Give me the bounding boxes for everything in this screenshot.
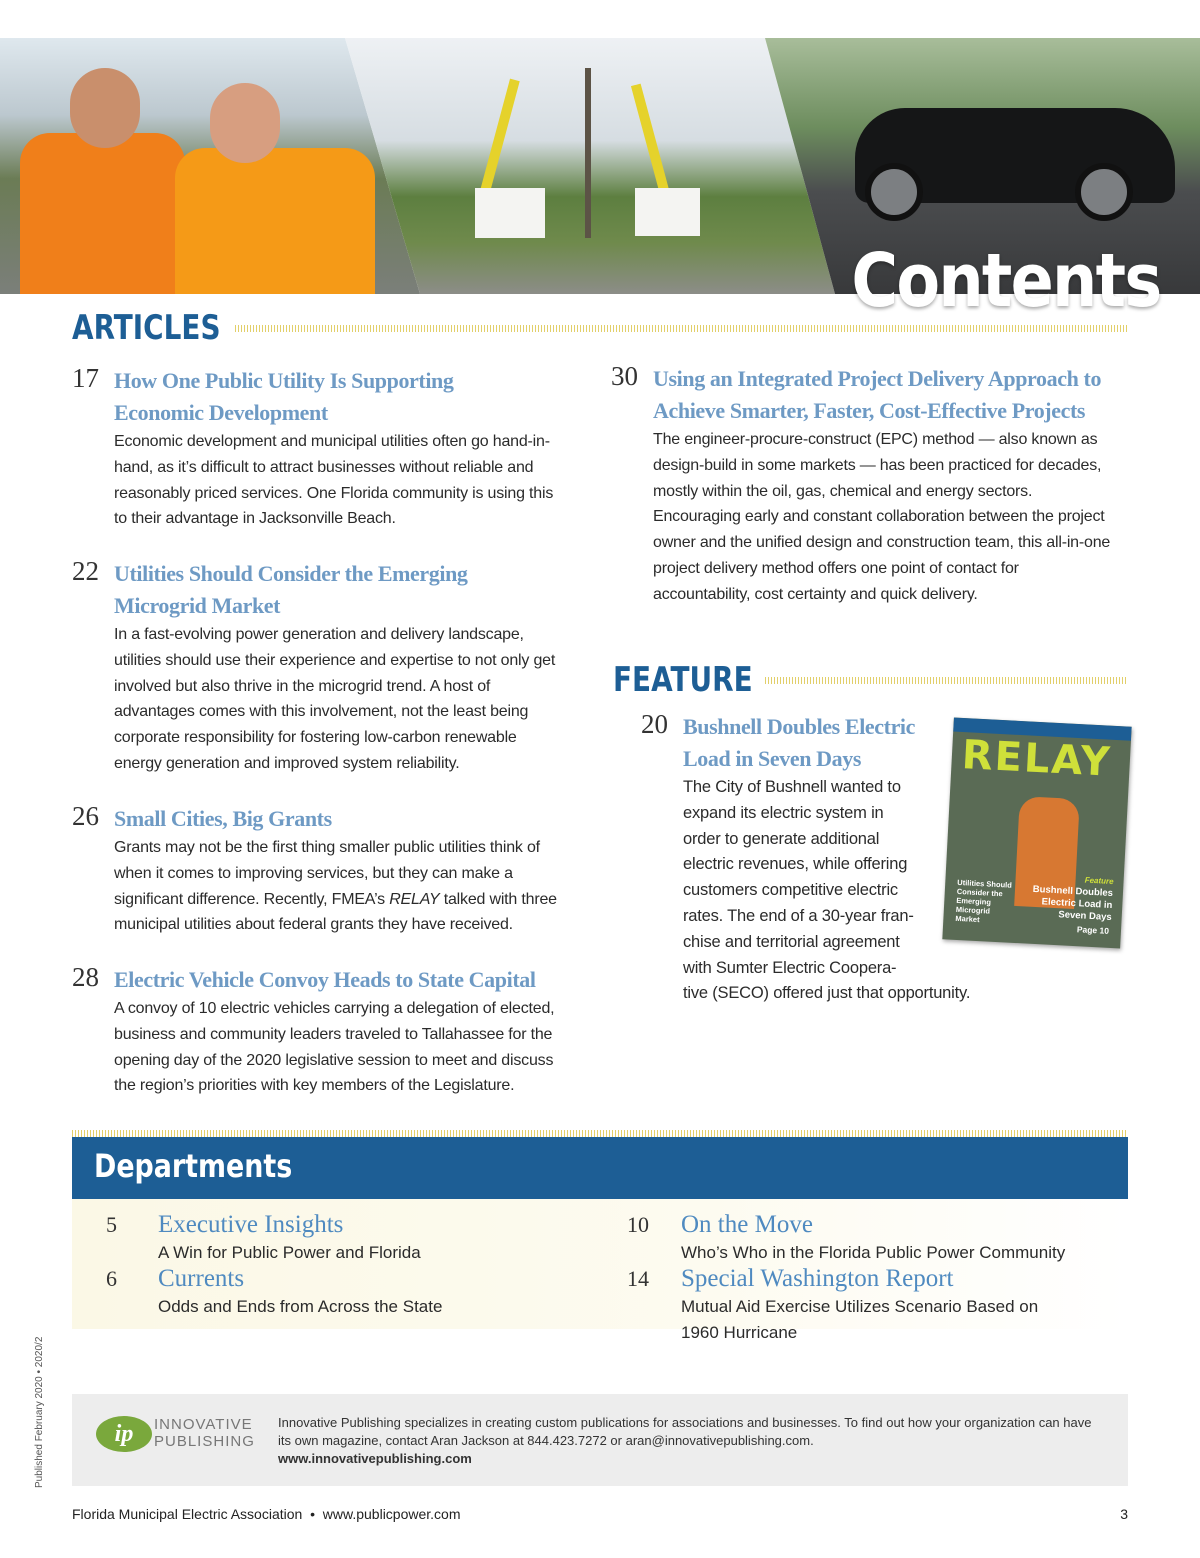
department-description: A Win for Public Power and Florida bbox=[158, 1243, 421, 1262]
logo-text-line: INNOVATIVE bbox=[154, 1416, 253, 1433]
publisher-website-link[interactable]: www.innovativepublishing.com bbox=[278, 1451, 472, 1466]
photo-person-head bbox=[210, 83, 280, 163]
feature-heading bbox=[613, 660, 1128, 700]
article-page-number: 26 bbox=[72, 801, 99, 831]
article-page-number: 17 bbox=[72, 363, 99, 393]
publisher-blurb-text: Innovative Publishing specializes in creating custom publications for associations and businesses. To find out how your organization can have its own magazine, contact Aran Jackson at 844.423.7272 or aran@innovativepublishing.com. bbox=[278, 1415, 1092, 1448]
photo-wheel bbox=[865, 163, 923, 221]
article-title-line: Using an Integrated Project Delivery Approach to bbox=[653, 366, 1102, 391]
photo-truck bbox=[475, 188, 545, 238]
article-description: A convoy of 10 electric vehicles carrying a delegation of elected, business and community leaders traveled to Tallahassee for the opening day of the 2020 legislative session to meet and discuss the region’s priorities with key members of the Legislature. bbox=[114, 1000, 555, 1095]
photo-person-head bbox=[70, 68, 140, 148]
article-page-number: 28 bbox=[72, 962, 99, 992]
article-title[interactable] bbox=[114, 365, 566, 429]
article-entry[interactable] bbox=[611, 361, 1113, 608]
published-date-note: Published February 2020 • 2020/2 bbox=[34, 1336, 45, 1488]
article-entry[interactable] bbox=[72, 801, 566, 938]
article-description: In a fast-evolving power generation and delivery landscape, utilities should use their experience and expertise to not only get involved but also thrive in the microgrid trend. A host of advantages comes with this involvement, not the least being corporate responsibility for fostering low-carbon renewable energy generation and improved system reliability. bbox=[114, 626, 556, 772]
header-photo-strip bbox=[0, 38, 1200, 324]
feature-description-line: The City of Bushnell wanted to bbox=[683, 778, 901, 796]
dotted-rule bbox=[235, 325, 1128, 332]
photo-person-orange-shirt bbox=[175, 148, 375, 294]
article-title[interactable] bbox=[653, 363, 1113, 427]
department-title[interactable]: On the Move bbox=[681, 1211, 813, 1238]
dotted-rule bbox=[72, 1130, 1128, 1137]
article-title-line: Microgrid Market bbox=[114, 593, 281, 618]
feature-description-line: with Sumter Electric Coopera- bbox=[683, 958, 897, 977]
department-title[interactable]: Executive Insights bbox=[158, 1211, 344, 1238]
department-page-number: 5 bbox=[106, 1212, 117, 1237]
feature-description-line: order to generate additional bbox=[683, 829, 880, 848]
innovative-publishing-logo-mark: ip bbox=[96, 1416, 152, 1452]
department-title[interactable]: Special Washington Report bbox=[681, 1265, 954, 1292]
photo-utility-pole bbox=[585, 68, 591, 238]
department-page-number: 6 bbox=[106, 1266, 117, 1291]
photo-truck bbox=[635, 188, 700, 236]
cover-logo: RELAY bbox=[960, 731, 1113, 786]
department-entry[interactable] bbox=[627, 1210, 1111, 1266]
feature-page-number: 20 bbox=[641, 709, 668, 739]
article-page-number: 30 bbox=[611, 361, 638, 391]
article-entry[interactable] bbox=[72, 962, 570, 1099]
photo-wheel bbox=[1075, 163, 1133, 221]
photo-boom bbox=[631, 84, 669, 193]
article-entry[interactable] bbox=[72, 556, 566, 777]
feature-description-line: rates. The end of a 30-year fran- bbox=[683, 906, 914, 925]
feature-description-line: chise and territorial agreement bbox=[683, 932, 900, 951]
article-title-line: How One Public Utility Is Supporting bbox=[114, 368, 454, 393]
article-title[interactable]: Electric Vehicle Convoy Heads to State Capital bbox=[114, 967, 536, 992]
article-description-text: Grants may not be the first thing smaller public utilities think of when it comes to improving services, but they can make a significant difference. Recently, FMEA’s bbox=[114, 839, 540, 908]
publisher-blurb bbox=[278, 1414, 1108, 1468]
article-description-text: talked with three municipal utilities about federal grants they have received. bbox=[114, 890, 557, 934]
article-description: Economic development and municipal utilities often go hand-in-hand, as it’s difficult to attract businesses without reliable and reasonably priced services. One Florida community is using this to their advantage in Jacksonville Beach. bbox=[114, 433, 554, 528]
article-title-line: Achieve Smarter, Faster, Cost-Effective Projects bbox=[653, 398, 1086, 423]
cover-side-headline: Utilities Should Consider the Emerging Microgrid Market bbox=[955, 877, 1013, 925]
publication-name: RELAY bbox=[389, 890, 440, 908]
department-description: Odds and Ends from Across the State bbox=[158, 1297, 443, 1316]
article-entry[interactable] bbox=[72, 363, 566, 532]
department-title[interactable]: Currents bbox=[158, 1265, 245, 1292]
article-title[interactable] bbox=[114, 558, 566, 622]
article-title-line: Economic Development bbox=[114, 400, 328, 425]
feature-heading-label: FEATURE bbox=[613, 660, 753, 700]
department-description: Mutual Aid Exercise Utilizes Scenario Based on bbox=[681, 1297, 1039, 1316]
feature-title-line: Load in Seven Days bbox=[683, 746, 862, 771]
photo-bucket-trucks bbox=[345, 38, 850, 294]
departments-heading: Departments bbox=[94, 1147, 293, 1185]
footer-publication-info: Florida Municipal Electric Association • www.publicpower.com bbox=[72, 1506, 461, 1522]
department-entry[interactable] bbox=[627, 1264, 1111, 1346]
cover-page-ref: Page 10 bbox=[1076, 924, 1110, 936]
article-page-number: 22 bbox=[72, 556, 99, 586]
department-page-number: 14 bbox=[627, 1266, 649, 1291]
article-title-line: Utilities Should Consider the Emerging bbox=[114, 561, 468, 586]
cover-feature-tag: Feature bbox=[1084, 875, 1114, 887]
department-entry[interactable] bbox=[106, 1264, 578, 1320]
publisher-box bbox=[72, 1394, 1128, 1486]
innovative-publishing-logo-text bbox=[154, 1416, 255, 1450]
page-number: 3 bbox=[1120, 1506, 1128, 1522]
photo-boom bbox=[480, 79, 519, 193]
departments-header-bar bbox=[72, 1137, 1128, 1199]
feature-description-line: expand its electric system in bbox=[683, 803, 884, 822]
department-entry[interactable] bbox=[106, 1210, 578, 1266]
feature-description-line: customers competitive electric bbox=[683, 881, 898, 900]
articles-heading bbox=[72, 308, 1128, 348]
page-title: Contents bbox=[850, 238, 1160, 324]
feature-description-line: electric revenues, while offering bbox=[683, 855, 908, 874]
relay-magazine-cover[interactable] bbox=[942, 717, 1131, 948]
articles-heading-label: ARTICLES bbox=[72, 308, 221, 348]
department-page-number: 10 bbox=[627, 1212, 649, 1237]
logo-text-line: PUBLISHING bbox=[154, 1433, 255, 1450]
department-description: 1960 Hurricane bbox=[681, 1323, 798, 1342]
article-title[interactable]: Small Cities, Big Grants bbox=[114, 806, 332, 831]
article-description: The engineer-procure-construct (EPC) method — also known as design-build in some markets — has been practiced for decades, mostly within the oil, gas, chemical and energy sectors. Encouraging early and constant collaboration between the project owner and the unified design and construction team, this all-in-one project delivery method offers one point of contact for accountability, cost certainty and quick delivery. bbox=[653, 431, 1111, 603]
article-description bbox=[114, 835, 566, 938]
cover-feature-headline bbox=[1021, 871, 1113, 924]
feature-title-line: Bushnell Doubles Electric bbox=[683, 714, 916, 739]
cover-feature-text: Bushnell Doubles Electric Load in Seven Days bbox=[1032, 883, 1114, 924]
dotted-rule bbox=[765, 677, 1128, 684]
photo-person-vest bbox=[20, 133, 185, 294]
feature-description-line: tive (SECO) offered just that opportunity. bbox=[683, 984, 971, 1003]
department-description: Who’s Who in the Florida Public Power Community bbox=[681, 1243, 1066, 1262]
